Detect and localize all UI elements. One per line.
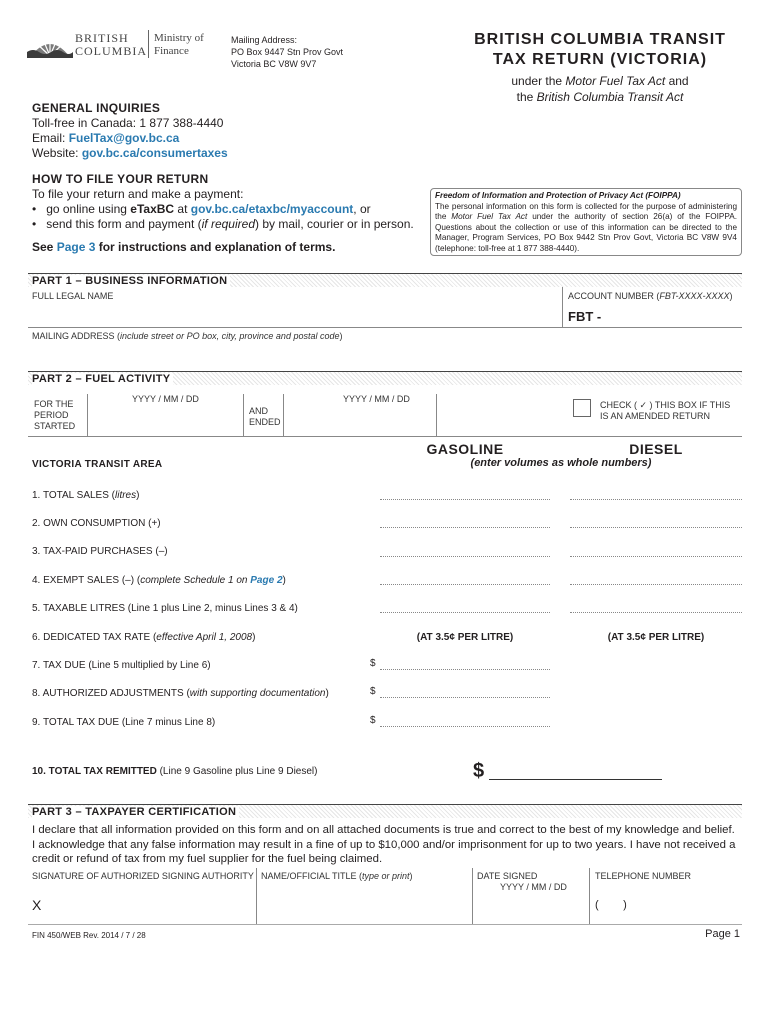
account-number-field[interactable] [604,305,740,325]
foippa-notice [430,188,742,256]
legal-name-label: FULL LEGAL NAME [32,291,114,301]
legal-name-field[interactable] [28,302,560,326]
bc-logo [27,30,217,60]
victoria-transit-area: VICTORIA TRANSIT AREA [32,459,163,470]
rate-diesel: (AT 3.5¢ PER LITRE) [607,632,705,643]
period-start-field[interactable] [90,406,240,434]
diesel-header: DIESEL [629,441,683,457]
line-1-gasoline[interactable] [380,499,550,500]
amended-label: CHECK ( ✓ ) THIS BOX IF THIS IS AN AMENDED RETURN [600,400,731,421]
page-3-link[interactable]: Page 3 [56,240,96,254]
ministry-line1: Ministry of [154,32,204,44]
line-7-label: 7. TAX DUE (Line 5 multiplied by Line 6) [32,660,211,671]
form-code: FIN 450/WEB Rev. 2014 / 7 / 28 [32,931,146,940]
inquiries-heading: GENERAL INQUIRIES [32,101,161,115]
title-line2: TAX RETURN (VICTORIA) [492,51,708,68]
start-date-format: YYYY / MM / DD [132,394,199,404]
mailing-line1: PO Box 9447 Stn Prov Govt [231,47,344,57]
line-8-dollar: $ [370,686,376,697]
part1-title: PART 1 – BUSINESS INFORMATION [32,275,230,287]
line-5-label: 5. TAXABLE LITRES (Line 1 plus Line 2, minus Lines 3 & 4) [32,603,298,614]
line-9-dollar: $ [370,715,376,726]
line-3-label: 3. TAX-PAID PURCHASES (–) [32,546,168,557]
period-started-label: FOR THE PERIOD STARTED [34,399,76,431]
volumes-note: (enter volumes as whole numbers) [470,457,652,469]
period-ended-label: AND ENDED [249,406,281,427]
general-inquiries: GENERAL INQUIRIES Toll-free in Canada: 1 877 388-4440 Email: FuelTax@gov.bc.ca Website: gov.bc.ca/consumertaxes [32,101,228,160]
mailing-address-field[interactable] [28,343,742,367]
foippa-text: The personal information on this form is collected for the purpose of administering the Motor Fuel Tax Act under the authority of section 26(a) of the FOIPPA. Questions about the collection or use of this information can be directed to the Manager, Program Services, PO Box 9442 Stn Prov Govt, Victoria BC V8W 9V4 (telephone: toll-free at 1 877 388-4440). [435,201,737,253]
email-link[interactable]: FuelTax@gov.bc.ca [68,131,180,145]
line-2-gasoline[interactable] [380,527,550,528]
amended-checkbox[interactable] [573,399,591,417]
howto-heading: HOW TO FILE YOUR RETURN [32,172,209,186]
certification-text: I declare that all information provided on this form and on all attached documents is true and correct to the best of my knowledge and belief. I acknowledge that any false information may result in a fine of up to $10,000 and/or imprisonment for up to two years. I have not received a credit or refund of tax from my fuel supplier for the fuel being claimed. [32,824,736,865]
howto-bullet-1: • go online using eTaxBC at gov.bc.ca/etaxbc/myaccount, or [32,202,371,216]
name-title-label: NAME/OFFICIAL TITLE (type or print) [261,871,413,881]
line-9-label: 9. TOTAL TAX DUE (Line 7 minus Line 8) [32,717,216,728]
part2-title: PART 2 – FUEL ACTIVITY [32,373,173,385]
line-2-diesel[interactable] [570,527,742,528]
page-2-link[interactable]: Page 2 [250,575,283,586]
line-6-label: 6. DEDICATED TAX RATE (effective April 1, 2008) [32,632,256,643]
line-4-label: 4. EXEMPT SALES (–) (complete Schedule 1 on Page 2) [32,575,286,586]
line-3-gasoline[interactable] [380,556,550,557]
line-5-diesel[interactable] [570,612,742,613]
line-8-gasoline[interactable] [380,697,550,698]
foippa-title: Freedom of Information and Protection of Privacy Act (FOIPPA) [435,191,681,200]
line-7-gasoline[interactable] [380,669,550,670]
bc-sun-logo-icon [27,30,73,58]
date-signed-field[interactable] [475,894,587,920]
line-3-diesel[interactable] [570,556,742,557]
date-signed-format: YYYY / MM / DD [500,882,567,892]
account-number-label: ACCOUNT NUMBER (FBT-XXXX-XXXX) [568,291,733,301]
part3-title: PART 3 – TAXPAYER CERTIFICATION [32,806,239,818]
signature-label: SIGNATURE OF AUTHORIZED SIGNING AUTHORITY [32,871,254,881]
ministry-line2: Finance [154,45,189,57]
line-8-label: 8. AUTHORIZED ADJUSTMENTS (with supporting documentation) [32,688,329,699]
form-title [455,30,745,70]
etaxbc-link[interactable]: gov.bc.ca/etaxbc/myaccount [190,202,354,216]
total-dollar-sign: $ [473,760,485,782]
mailing-address-label: MAILING ADDRESS (include street or PO box, city, province and postal code) [32,331,343,341]
howto-intro: To file your return and make a payment: [32,187,244,201]
line-10-label: 10. TOTAL TAX REMITTED (Line 9 Gasoline plus Line 9 Diesel) [32,766,318,777]
signature-field[interactable] [48,892,253,920]
tollfree-text: Toll-free in Canada: 1 877 388-4440 [32,116,224,130]
telephone-label: TELEPHONE NUMBER [595,871,692,881]
telephone-field[interactable] [636,894,740,920]
part3-header [28,804,742,818]
page-number: Page 1 [705,928,740,940]
form-subtitle: under the Motor Fuel Tax Act and the British Columbia Transit Act [511,74,689,104]
bc-wordmark-line1: BRITISH [75,31,129,45]
see-page-3: See Page 3 for instructions and explanation of terms. [32,240,336,254]
line-4-gasoline[interactable] [380,584,550,585]
end-date-format: YYYY / MM / DD [343,394,410,404]
date-signed-label: DATE SIGNED [477,871,538,881]
title-line1: BRITISH COLUMBIA TRANSIT [474,31,726,48]
how-to-file [32,172,422,255]
signature-x-mark: X [32,897,42,913]
period-end-field[interactable] [286,406,434,434]
part2-header [28,371,742,385]
line-1-diesel[interactable] [570,499,742,500]
name-title-field[interactable] [259,884,469,920]
bc-wordmark-line2: COLUMBIA [75,44,148,58]
line-9-gasoline[interactable] [380,726,550,727]
howto-bullet-2: • send this form and payment (if required) by mail, courier or in person. [32,217,414,231]
rate-gasoline: (AT 3.5¢ PER LITRE) [416,632,514,643]
line-7-dollar: $ [370,658,376,669]
line-2-label: 2. OWN CONSUMPTION (+) [32,518,161,529]
mailing-title: Mailing Address: [231,35,298,45]
website-link[interactable]: gov.bc.ca/consumertaxes [81,146,228,160]
mailing-line2: Victoria BC V8W 9V7 [231,59,317,69]
line-5-gasoline[interactable] [380,612,550,613]
gasoline-header: GASOLINE [426,441,504,457]
telephone-area-code: ( ) [595,899,627,911]
mailing-address-block [231,34,343,70]
total-tax-remitted-field[interactable] [489,779,662,780]
fbt-prefix: FBT - [568,309,602,324]
line-1-label: 1. TOTAL SALES (litres) [32,490,140,501]
part1-header [28,273,742,287]
line-4-diesel[interactable] [570,584,742,585]
